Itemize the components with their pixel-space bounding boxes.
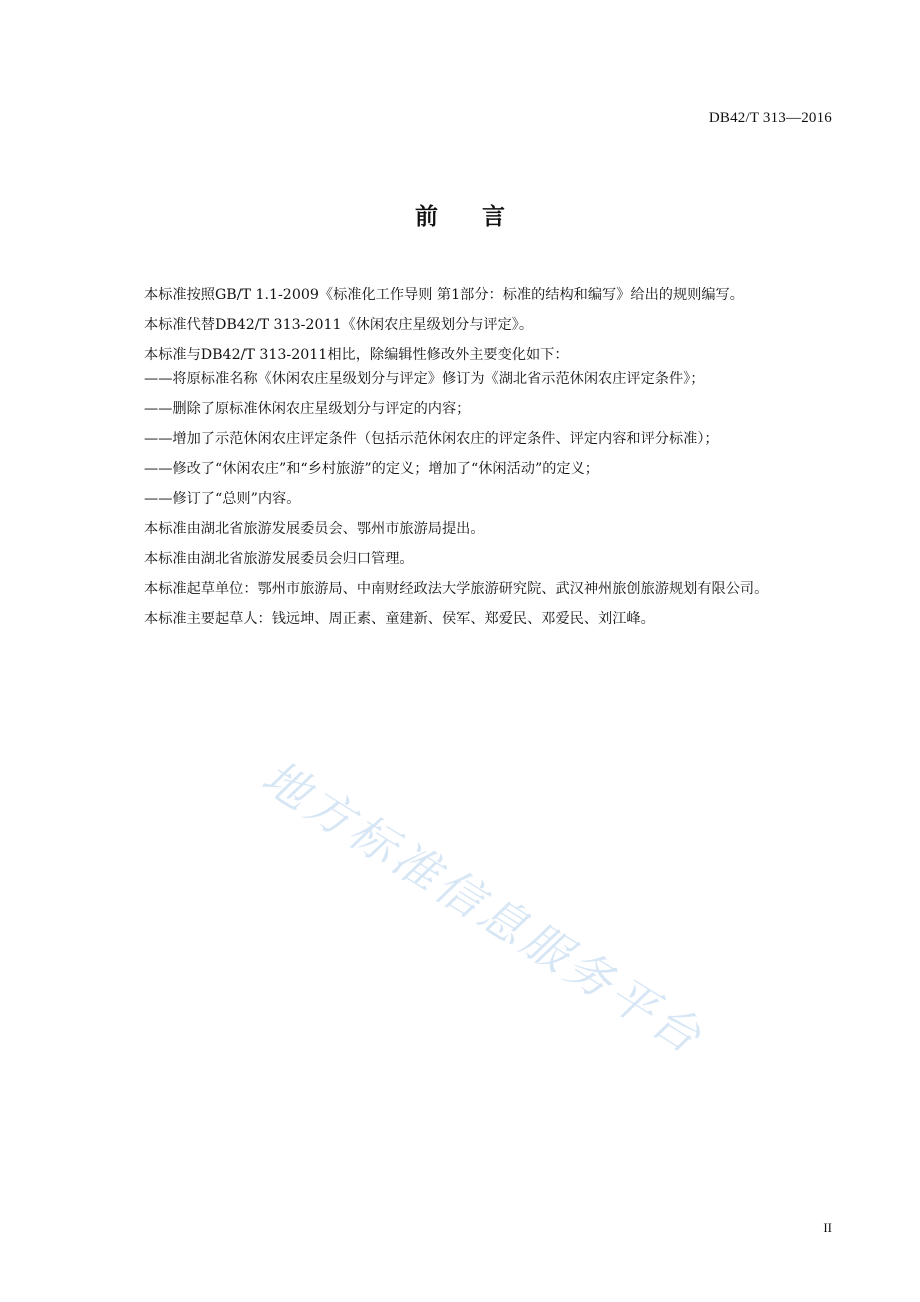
paragraph-proposer: 本标准由湖北省旅游发展委员会、鄂州市旅游局提出。	[144, 521, 485, 537]
paragraph-3: 本标准与DB42/T 313-2011相比，除编辑性修改外主要变化如下：	[144, 347, 569, 363]
watermark: 地方标准信息服务平台	[252, 749, 714, 1066]
paragraph-2: 本标准代替DB42/T 313-2011《休闲农庄星级划分与评定》。	[144, 317, 534, 333]
change-item-5: ——修订了“总则”内容。	[144, 491, 301, 507]
document-code: DB42/T 313—2016	[708, 110, 832, 126]
paragraph-administrator: 本标准由湖北省旅游发展委员会归口管理。	[144, 551, 414, 567]
change-item-4: ——修改了“休闲农庄”和“乡村旅游”的定义；增加了“休闲活动”的定义；	[144, 461, 599, 477]
page-number: II	[823, 1220, 832, 1235]
change-item-1: ——将原标准名称《休闲农庄星级划分与评定》修订为《湖北省示范休闲农庄评定条件》；	[144, 371, 705, 387]
body-text	[144, 286, 844, 628]
paragraph-1: 本标准按照GB/T 1.1-2009《标准化工作导则 第1部分：标准的结构和编写》给出的规则编写。	[144, 287, 744, 303]
paragraph-drafters: 本标准主要起草人：钱远坤、周正素、童建新、侯军、郑爱民、邓爱民、刘江峰。	[144, 611, 655, 627]
page-title: 前言	[415, 203, 549, 230]
paragraph-drafting-units: 本标准起草单位：鄂州市旅游局、中南财经政法大学旅游研究院、武汉神州旅创旅游规划有限公司。	[144, 581, 769, 597]
change-item-2: ——删除了原标准休闲农庄星级划分与评定的内容；	[144, 401, 471, 417]
change-item-3: ——增加了示范休闲农庄评定条件（包括示范休闲农庄的评定条件、评定内容和评分标准）；	[144, 431, 719, 447]
